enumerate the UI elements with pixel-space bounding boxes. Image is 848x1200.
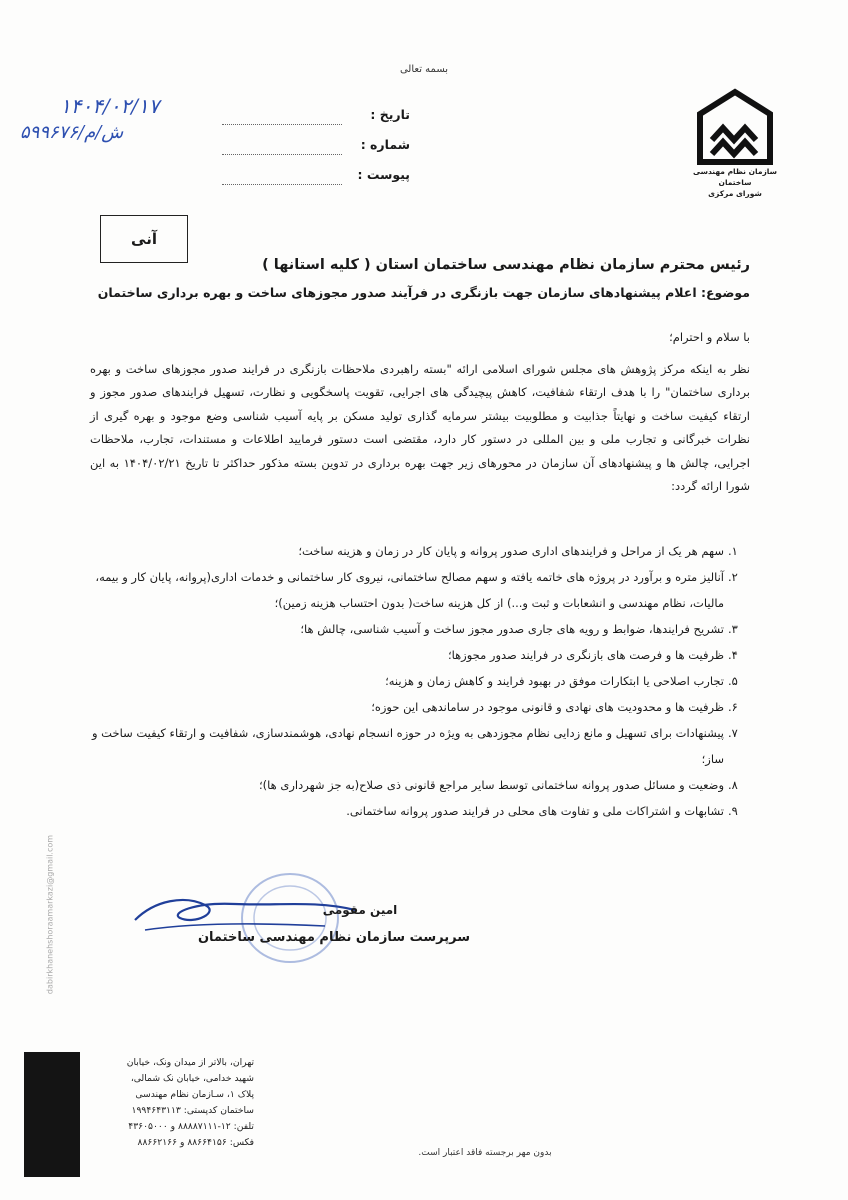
item-text: تشریح فرایندها، ضوابط و رویه های جاری صدور مجوز ساخت و آسیب شناسی، چالش ها؛	[300, 622, 724, 636]
item-number: ۴.	[728, 648, 738, 662]
item-number: ۹.	[728, 804, 738, 818]
date-dots	[222, 106, 342, 125]
request-item	[90, 720, 750, 772]
date-row	[150, 100, 410, 130]
disclaimer: بدون مهر برجسته فاقد اعتبار است.	[418, 1148, 552, 1158]
address-line: تلفن: ۱۲-۸۸۸۸۷۱۱۱ و ۴۳۶۰۵۰۰۰	[128, 1121, 254, 1132]
item-text: پیشنهادات برای تسهیل و مانع زدایی نظام مجوزدهی به ویژه در حوزه انسجام نهادی، هوشمندسازی، شفافیت و ارتقاء کیفیت ساخت و ساز؛	[91, 726, 724, 766]
item-number: ۲.	[728, 570, 738, 584]
request-item	[90, 642, 750, 668]
barcode-box	[24, 1052, 80, 1177]
urgent-box: آنی	[100, 215, 188, 263]
org-name: سازمان نظام مهندسی ساختمان	[693, 167, 777, 187]
item-text: تجارب اصلاحی یا ابتکارات موفق در بهبود فرایند و کاهش زمان و هزینه؛	[385, 674, 724, 688]
attachment-dots	[222, 166, 342, 185]
item-number: ۵.	[728, 674, 738, 688]
org-council: شورای مرکزی	[708, 189, 762, 198]
side-email-text: dabirkhanehshoraamarkazi@gmail.com	[45, 834, 55, 995]
side-email	[40, 810, 60, 1030]
recipient-line: رئیس محترم سازمان نظام مهندسی ساختمان استان ( کلیه استانها )	[262, 257, 750, 273]
signer-name: امین مقومی	[322, 903, 398, 917]
address-line: فکس: ۸۸۶۶۴۱۵۶ و ۸۸۶۶۲۱۶۶	[137, 1137, 254, 1148]
request-item	[90, 668, 750, 694]
bismillah-heading: بسمه تعالی	[399, 64, 449, 75]
item-text: وضعیت و مسائل صدور پروانه ساختمانی توسط سایر مراجع قانونی ذی صلاح(به جز شهرداری ها)؛	[259, 778, 724, 792]
request-item	[90, 798, 750, 824]
item-text: تشابهات و اشتراکات ملی و تفاوت های محلی در فرایند صدور پروانه ساختمانی.	[346, 804, 724, 818]
item-text: ظرفیت ها و محدودیت های نهادی و قانونی موجود در ساماندهی این حوزه؛	[371, 700, 724, 714]
address-block	[84, 1055, 254, 1151]
item-number: ۸.	[728, 778, 738, 792]
address-line: شهید خدامی، خیابان نک شمالی،	[130, 1073, 254, 1084]
number-row	[150, 130, 410, 160]
handwritten-number: ۵۹۹۶۷۶/ش/م	[20, 122, 124, 143]
request-item	[90, 538, 750, 564]
item-number: ۳.	[728, 622, 738, 636]
item-number: ۶.	[728, 700, 738, 714]
greeting: با سلام و احترام؛	[669, 330, 750, 344]
date-label: تاریخ :	[370, 107, 410, 122]
signer-title: سرپرست سازمان نظام مهندسی ساختمان	[197, 930, 470, 945]
request-item	[90, 772, 750, 798]
number-label: شماره :	[360, 137, 410, 152]
request-item	[90, 616, 750, 642]
address-line: پلاک ۱، سـازمان نظام مهندسی	[135, 1089, 254, 1100]
organization-logo	[680, 88, 790, 198]
item-text: آنالیز متره و برآورد در پروژه های خاتمه یافته و سهم مصالح ساختمانی، نیروی کار ساختمانی و خدمات اداری(پروانه، پایان کار و بیمه، مالیات، نظام مهندسی و انشعابات و ثبت و...) از کل هزینه ساخت( بدون احتساب هزینه زمین)؛	[95, 570, 724, 610]
letter-body: نظر به اینکه مرکز پژوهش های مجلس شورای اسلامی ارائه "بسته راهبردی ملاحظات بازنگری در فرایند صدور مجوزهای ساخت و بهره برداری ساختمان" را با هدف ارتقاء شفافیت، کاهش پیچیدگی های اجرایی، تقویت پاسخگویی و نظارت، تسهیل فرایندهای صدور مجوز و ارتقاء کیفیت ساخت و نهایتاً جذابیت و مطلوبیت بیشتر سرمایه گذاری تولید مسکن بر پایه آسیب شناسی وضع موجود و بهره گیری از نظرات خبرگانی و تجارب ملی و بین المللی در دستور کار دارد، مقتضی است دستور فرمایید اطلاعات و مستندات، تجارب، ملاحظات اجرایی، چالش ها و پیشنهادهای آن سازمان در محورهای زیر جهت بهره برداری در تدوین بسته مذکور حداکثر تا تاریخ ۱۴۰۴/۰۲/۲۱ به این شورا ارائه گردد:	[90, 362, 751, 494]
letter-meta	[150, 100, 410, 190]
subject-line: موضوع: اعلام پیشنهادهای سازمان جهت بازنگری در فرآیند صدور مجوزهای ساخت و بهره برداری ساختمان	[97, 285, 750, 300]
attachment-label: پیوست :	[357, 167, 410, 182]
item-number: ۱.	[728, 544, 738, 558]
item-text: ظرفیت ها و فرصت های بازنگری در فرایند صدور مجوزها؛	[447, 648, 724, 662]
handwritten-date: ۱۴۰۴/۰۲/۱۷	[60, 94, 160, 118]
attachment-row	[150, 160, 410, 190]
house-logo-icon	[696, 88, 774, 166]
item-number: ۷.	[728, 726, 738, 740]
address-line: تهران، بالاتر از میدان ونک، خیابان	[126, 1057, 254, 1068]
address-line: ساختمان کدپستی: ۱۹۹۴۶۴۳۱۱۳	[131, 1105, 254, 1116]
request-items-list	[90, 538, 750, 824]
request-item	[90, 694, 750, 720]
request-item	[90, 564, 750, 616]
number-dots	[222, 136, 342, 155]
item-text: سهم هر یک از مراحل و فرایندهای اداری صدور پروانه و پایان کار در زمان و هزینه ساخت؛	[298, 544, 724, 558]
